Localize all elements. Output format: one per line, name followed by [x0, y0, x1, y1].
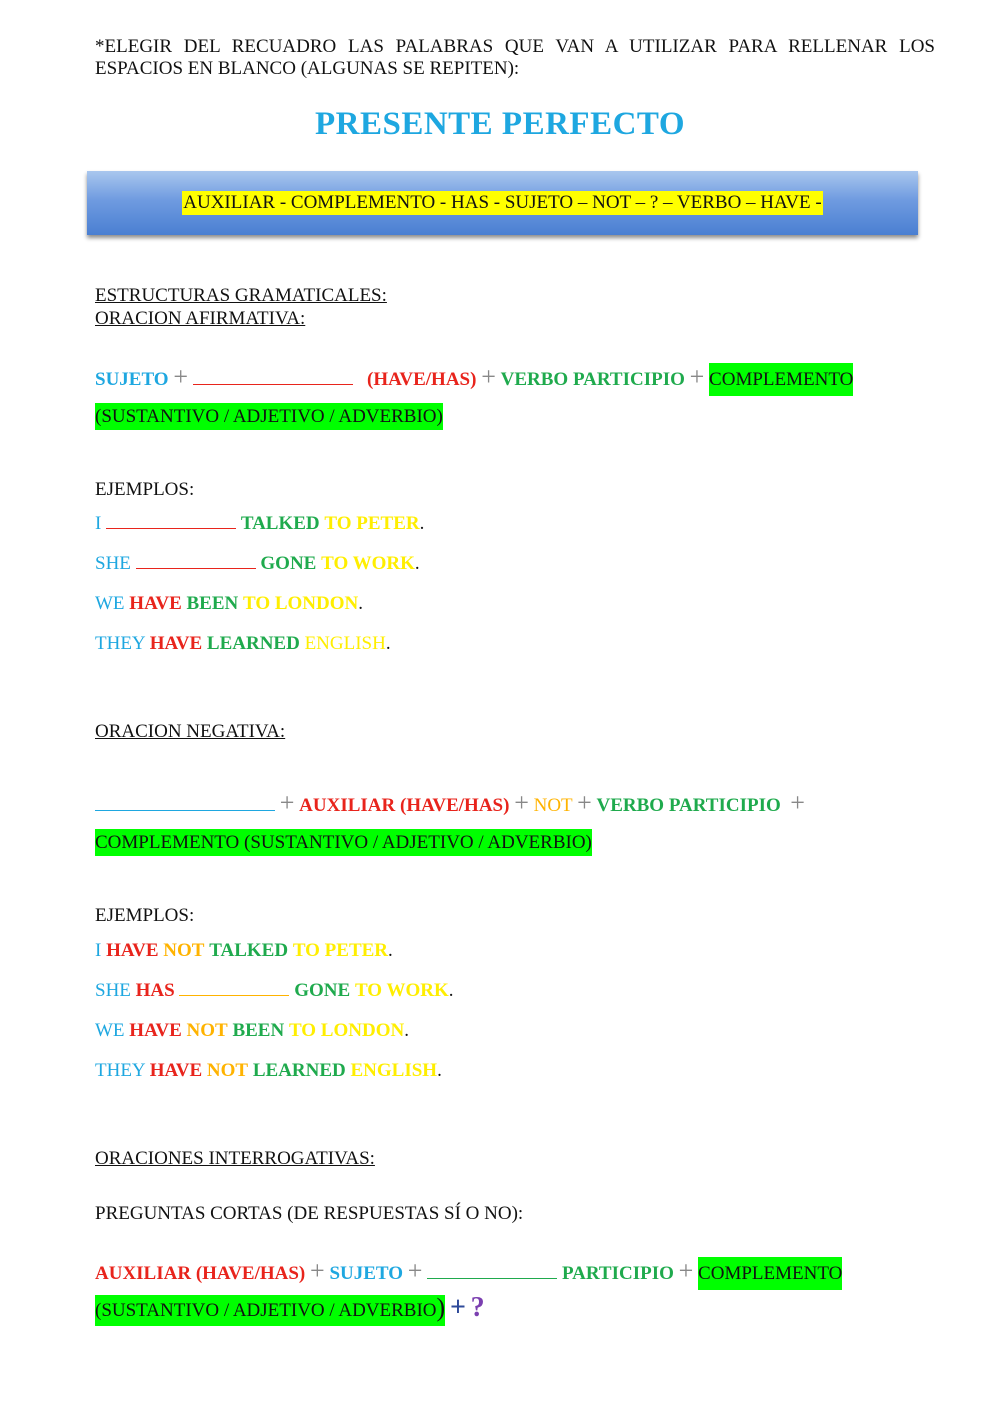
example-end: . [358, 593, 364, 614]
blank-field[interactable] [193, 383, 353, 385]
example-subject: THEY [95, 633, 145, 654]
example-row [95, 553, 420, 575]
plus-sign: + [577, 788, 592, 817]
formula-complemento: COMPLEMENTO [709, 363, 853, 396]
formula-sujeto: SUJETO [329, 1263, 404, 1284]
afirmativa-formula-cont [95, 406, 443, 428]
formula-participio: PARTICIPIO [561, 1263, 674, 1284]
example-row [95, 940, 393, 962]
interrogativa-formula-cont [95, 1292, 485, 1324]
example-rest: TO PETER [324, 513, 420, 534]
example-row [95, 1020, 409, 1042]
example-aux: HAVE [129, 1020, 182, 1041]
example-rest: ENGLISH [350, 1060, 438, 1081]
formula-not: NOT [533, 795, 573, 816]
afirmativa-heading: ORACION AFIRMATIVA: [95, 308, 306, 329]
interrogativa-heading: ORACIONES INTERROGATIVAS: [95, 1148, 375, 1169]
word-bank-text: AUXILIAR - COMPLEMENTO - HAS - SUJETO – NOT – ? – VERBO – HAVE - [183, 192, 822, 213]
example-rest: TO LONDON [243, 593, 359, 614]
example-aux: HAS [135, 980, 175, 1001]
formula-verbo: VERBO PARTICIPIO [500, 369, 685, 390]
example-end: . [414, 553, 420, 574]
example-row [95, 513, 424, 535]
plus-sign: + [407, 1256, 423, 1285]
plus-sign: + [279, 788, 295, 817]
example-rest: TO WORK [321, 553, 415, 574]
formula-complemento-detail: (SUSTANTIVO / ADJETIVO / ADVERBIO) [95, 403, 443, 430]
example-end: . [388, 940, 393, 961]
plus-sign: + [514, 788, 529, 817]
example-not: NOT [186, 1020, 228, 1041]
plus-sign: + [310, 1256, 325, 1285]
plus-sign: + [678, 1256, 694, 1285]
example-rest: TO WORK [354, 980, 449, 1001]
negativa-formula-cont [95, 832, 592, 854]
example-verb: GONE [294, 980, 351, 1001]
instructions-text: *ELEGIR DEL RECUADRO LAS PALABRAS QUE VAN A UTILIZAR PARA RELLENAR LOS ESPACIOS EN BLANCO (ALGUNAS SE REPITEN): [95, 36, 935, 79]
negativa-examples-label: EJEMPLOS: [95, 905, 195, 926]
example-aux: HAVE [149, 633, 203, 654]
word-bank-box [87, 171, 918, 235]
question-mark: ? [470, 1292, 485, 1323]
example-subject: WE [95, 593, 125, 614]
estructuras-heading: ESTRUCTURAS GRAMATICALES: [95, 285, 387, 306]
blank-field[interactable] [136, 567, 256, 569]
plus-sign: + [481, 362, 496, 391]
example-verb: LEARNED [252, 1060, 346, 1081]
interrogativa-subheading: PREGUNTAS CORTAS (DE RESPUESTAS SÍ O NO): [95, 1203, 524, 1224]
example-aux: HAVE [129, 593, 182, 614]
example-subject: THEY [95, 1060, 145, 1081]
example-rest: ENGLISH [304, 633, 386, 654]
example-verb: GONE [260, 553, 317, 574]
formula-verbo: VERBO PARTICIPIO [596, 795, 781, 816]
example-row [95, 593, 363, 615]
example-end: . [448, 980, 454, 1001]
blank-field[interactable] [179, 994, 289, 996]
example-rest: TO PETER [292, 940, 389, 961]
example-aux: HAVE [149, 1060, 203, 1081]
formula-have-has: (HAVE/HAS) [367, 369, 477, 390]
blank-field[interactable] [106, 527, 236, 529]
example-aux: HAVE [106, 940, 159, 961]
afirmativa-formula [95, 362, 853, 392]
example-subject: SHE [95, 980, 131, 1001]
example-not: NOT [163, 940, 205, 961]
blank-field[interactable] [95, 809, 275, 811]
example-end: . [437, 1060, 442, 1081]
example-row [95, 1060, 442, 1082]
blank-field[interactable] [427, 1277, 557, 1279]
example-verb: LEARNED [206, 633, 300, 654]
formula-auxiliar: AUXILIAR (HAVE/HAS) [95, 1263, 306, 1284]
formula-sujeto: SUJETO [95, 369, 169, 390]
example-verb: TALKED [209, 940, 289, 961]
example-row [95, 980, 453, 1002]
afirmativa-examples-label: EJEMPLOS: [95, 479, 195, 500]
interrogativa-formula [95, 1256, 842, 1286]
negativa-formula [95, 788, 805, 818]
example-end: . [404, 1020, 409, 1041]
example-end: . [419, 513, 425, 534]
example-subject: SHE [95, 553, 131, 574]
example-subject: I [95, 513, 102, 534]
negativa-heading: ORACION NEGATIVA: [95, 721, 286, 742]
example-subject: WE [95, 1020, 125, 1041]
example-verb: TALKED [240, 513, 320, 534]
plus-sign: + [173, 362, 188, 391]
formula-auxiliar: AUXILIAR (HAVE/HAS) [299, 795, 510, 816]
plus-sign: + [790, 788, 805, 817]
formula-complemento: COMPLEMENTO (SUSTANTIVO / ADJETIVO / ADVERBIO) [95, 829, 592, 856]
example-rest: TO LONDON [288, 1020, 405, 1041]
example-not: NOT [206, 1060, 249, 1081]
example-end: . [385, 633, 391, 654]
example-subject: I [95, 940, 102, 961]
example-verb: BEEN [186, 593, 239, 614]
formula-complemento: COMPLEMENTO [698, 1257, 842, 1290]
formula-complemento-detail: (SUSTANTIVO / ADJETIVO / ADVERBIO) [95, 1295, 445, 1326]
plus-sign: + [449, 1292, 466, 1323]
page-title: PRESENTE PERFECTO [314, 106, 686, 142]
plus-sign: + [689, 362, 705, 391]
example-verb: BEEN [232, 1020, 285, 1041]
example-row [95, 633, 391, 655]
